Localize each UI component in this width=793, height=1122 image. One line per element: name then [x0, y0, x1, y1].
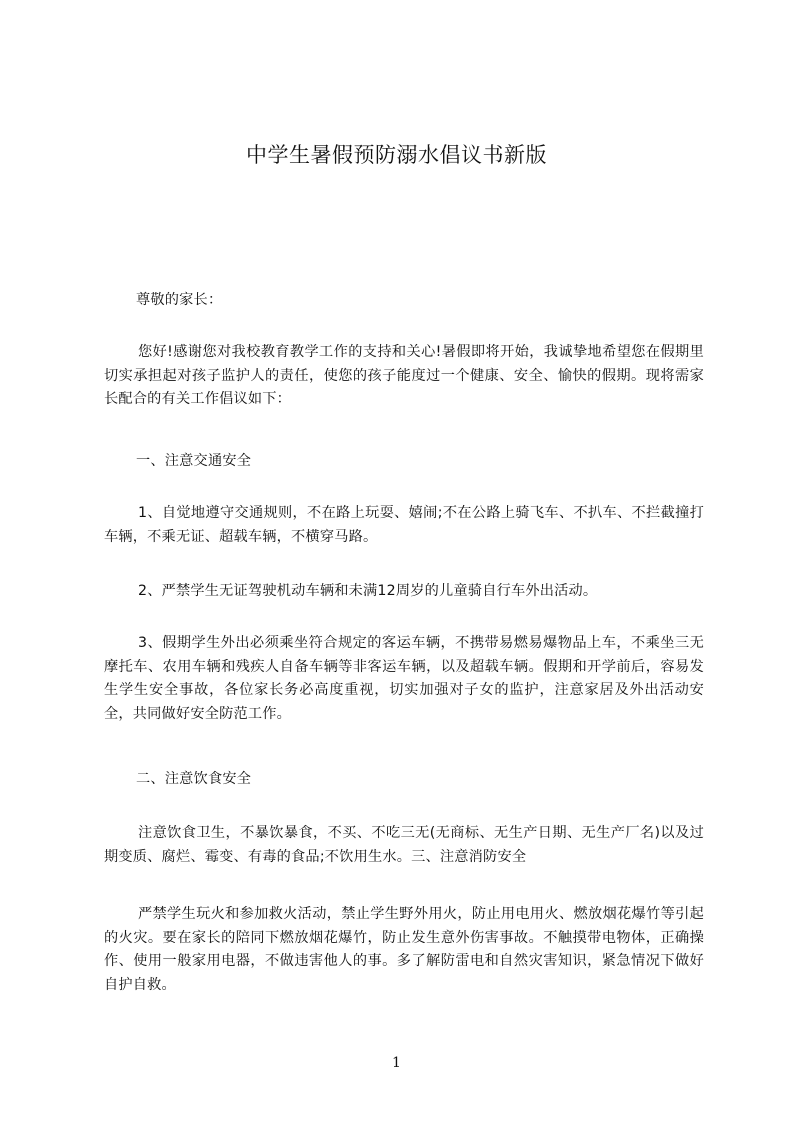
page-number: 1	[392, 1055, 401, 1071]
section-heading-traffic: 一、注意交通安全	[136, 453, 252, 469]
food-paragraph: 注意饮食卫生，不暴饮暴食，不买、不吃三无(无商标、无生产日期、无生产厂名)以及过期变质、腐烂、霉变、有毒的食品;不饮用生水。三、注意消防安全	[104, 825, 704, 865]
document-title: 中学生暑假预防溺水倡议书新版	[246, 143, 547, 167]
intro-paragraph: 您好!感谢您对我校教育教学工作的支持和关心!暑假即将开始，我诚挚地希望您在假期里切实承担起对孩子监护人的责任，使您的孩子能度过一个健康、安全、愉快的假期。现将需家长配合的有关工作倡议如下：	[104, 344, 704, 407]
fire-paragraph: 严禁学生玩火和参加救火活动，禁止学生野外用火，防止用电用火、燃放烟花爆竹等引起的火灾。要在家长的陪同下燃放烟花爆竹，防止发生意外伤害事故。不触摸带电物体，正确操作、使用一般家用电器，不做违害他人的事。多了解防雷电和自然灾害知识，紧急情况下做好自护自救。	[104, 906, 704, 993]
traffic-item-1: 1、自觉地遵守交通规则，不在路上玩耍、嬉闹;不在公路上骑飞车、不扒车、不拦截撞打车辆，不乘无证、超载车辆，不横穿马路。	[104, 505, 704, 545]
traffic-item-3: 3、假期学生外出必须乘坐符合规定的客运车辆，不携带易燃易爆物品上车，不乘坐三无摩托车、农用车辆和残疾人自备车辆等非客运车辆，以及超载车辆。假期和开学前后，容易发生学生安全事故，各位家长务必高度重视，切实加强对子女的监护，注意家居及外出活动安全，共同做好安全防范工作。	[104, 635, 704, 722]
section-heading-food: 二、注意饮食安全	[136, 771, 252, 787]
traffic-item-2: 2、严禁学生无证驾驶机动车辆和未满12周岁的儿童骑自行车外出活动。	[138, 583, 598, 599]
greeting: 尊敬的家长：	[136, 292, 223, 308]
